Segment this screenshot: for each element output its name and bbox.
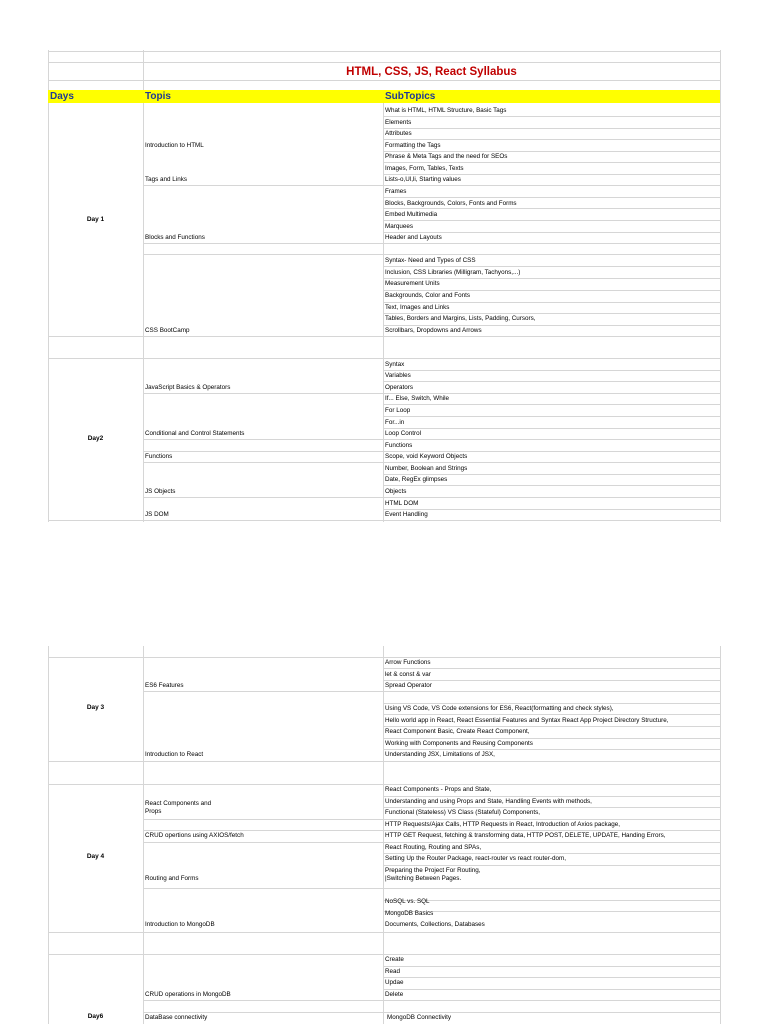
grid-line	[383, 381, 720, 382]
subtopic-item: Operators	[385, 384, 413, 391]
grid-line	[383, 668, 720, 669]
subtopic-item: Event Handling	[385, 511, 428, 518]
grid-line	[383, 749, 720, 750]
subtopic-item: Inclusion, CSS Libraries (Milligram, Tachyons,...)	[385, 269, 521, 276]
subtopic-item: Marquees	[385, 223, 414, 230]
subtopic-item: Attributes	[385, 130, 412, 137]
grid-line	[48, 62, 720, 63]
grid-line	[383, 900, 720, 901]
grid-line	[48, 51, 720, 52]
day-label: Day2	[87, 435, 104, 442]
grid-line	[48, 932, 720, 933]
grid-line	[143, 497, 720, 498]
grid-line	[143, 393, 720, 394]
subtopic-item: NoSQL vs. SQL	[385, 898, 430, 905]
subtopic-item: Scope, void Keyword Objects	[385, 453, 468, 460]
grid-line	[383, 865, 720, 866]
subtopic-item: Working with Components and Reusing Components	[385, 740, 533, 747]
subtopic-item: Loop Control	[385, 430, 422, 437]
topic-item: CSS BootCamp	[145, 327, 190, 334]
grid-line	[143, 439, 720, 440]
subtopic-item: Hello world app in React, React Essential Features and Syntax React App Project Directory Structure,	[385, 717, 669, 724]
subtopic-item: Blocks, Backgrounds, Colors, Fonts and Forms	[385, 200, 517, 207]
subtopic-item: Objects	[385, 488, 407, 495]
subtopic-item: Number, Boolean and Strings	[385, 465, 468, 472]
subtopics-header: SubTopics	[385, 91, 436, 102]
grid-line	[143, 691, 720, 692]
topic-item: Routing and Forms	[145, 875, 199, 882]
subtopic-item: Syntax	[385, 361, 405, 368]
grid-line	[383, 139, 720, 140]
subtopic-item: Scrollbars, Dropdowns and Arrows	[385, 327, 482, 334]
grid-line	[48, 50, 49, 522]
topic-item: Introduction to HTML	[145, 142, 204, 149]
subtopic-item: Preparing the Project For Routing,	[385, 867, 481, 874]
subtopic-item: Images, Form, Tables, Texts	[385, 165, 464, 172]
grid-line	[143, 243, 720, 244]
topic-item: Introduction to MongoDB	[145, 921, 215, 928]
grid-line	[143, 1000, 720, 1001]
subtopic-item: HTML DOM	[385, 500, 419, 507]
topic-item: Tags and Links	[145, 176, 188, 183]
topics-header: Topis	[145, 91, 171, 102]
grid-line	[383, 796, 720, 797]
grid-line	[383, 911, 720, 912]
topic-item: JS Objects	[145, 488, 176, 495]
grid-line	[143, 646, 144, 1024]
topic-item: Props	[145, 808, 162, 815]
subtopic-item: React Routing, Routing and SPAs,	[385, 844, 482, 851]
subtopic-item: Read	[385, 968, 401, 975]
grid-line	[48, 761, 720, 762]
grid-line	[383, 174, 720, 175]
topic-item: Blocks and Functions	[145, 234, 205, 241]
grid-line	[143, 888, 720, 889]
subtopic-item: Setting Up the Router Package, react-router vs react router-dom,	[385, 855, 566, 862]
subtopic-item: HTTP GET Request, fetching & transforming data, HTTP POST, DELETE, UPDATE, Handing Errors,	[385, 832, 666, 839]
grid-line	[383, 416, 720, 417]
subtopic-item: Understanding and using Props and State, Handling Events with methods,	[385, 798, 592, 805]
grid-line	[383, 989, 720, 990]
topic-item: JS DOM	[145, 511, 169, 518]
grid-line	[48, 784, 720, 785]
subtopic-item: Create	[385, 956, 404, 963]
day-label: Day 3	[86, 704, 105, 711]
grid-line	[383, 290, 720, 291]
grid-line	[383, 703, 720, 704]
subtopic-item: Updae	[385, 979, 404, 986]
grid-line	[383, 90, 384, 522]
grid-line	[383, 853, 720, 854]
subtopic-item: Tables, Borders and Margins, Lists, Padding, Cursors,	[385, 315, 536, 322]
subtopic-item: What is HTML, HTML Structure, Basic Tags	[385, 107, 507, 114]
topic-item: React Components and	[145, 800, 212, 807]
grid-line	[383, 966, 720, 967]
subtopic-item: Understanding JSX, Limitations of JSX,	[385, 751, 495, 758]
subtopic-item: Spread Operator	[385, 682, 432, 689]
subtopic-item: If... Else, Switch, While	[385, 395, 450, 402]
subtopic-item: Lists-o,Ul,li, Starting values	[385, 176, 461, 183]
subtopic-item: MongoDB Connectivity	[387, 1014, 452, 1021]
grid-line	[383, 128, 720, 129]
grid-line	[383, 404, 720, 405]
days-header: Days	[50, 91, 74, 102]
topic-item: Conditional and Control Statements	[145, 430, 245, 437]
topic-item: Functions	[145, 453, 173, 460]
subtopic-item: Phrase & Meta Tags and the need for SEOs	[385, 153, 508, 160]
grid-line	[143, 185, 720, 186]
subtopic-item: Documents, Collections, Databases	[385, 921, 485, 928]
grid-line	[383, 197, 720, 198]
subtopic-item: Date, RegEx glimpses	[385, 476, 448, 483]
syllabus-sheet-bottom	[48, 646, 720, 1024]
subtopic-item: Syntax- Need and Types of CSS	[385, 257, 476, 264]
grid-line	[48, 657, 720, 658]
grid-line	[383, 509, 720, 510]
grid-line	[383, 220, 720, 221]
day-label: Day6	[87, 1013, 104, 1020]
subtopic-item: Elements	[385, 119, 412, 126]
subtopic-item: React Component Basic, Create React Component,	[385, 728, 530, 735]
subtopic-item: MongoDB Basics	[385, 910, 434, 917]
subtopic-item: Backgrounds, Color and Fonts	[385, 292, 471, 299]
topic-item: JavaScript Basics & Operators	[145, 384, 231, 391]
subtopic-item: For Loop	[385, 407, 411, 414]
subtopic-item: Variables	[385, 372, 411, 379]
grid-line	[383, 714, 720, 715]
subtopic-item: Header and Layouts	[385, 234, 442, 241]
grid-line	[383, 325, 720, 326]
grid-line	[383, 266, 720, 267]
grid-line	[143, 819, 720, 820]
topic-item: DataBase connectivity	[145, 1014, 208, 1021]
grid-line	[143, 451, 720, 452]
grid-line	[383, 302, 720, 303]
day-label: Day 4	[86, 853, 105, 860]
grid-line	[383, 680, 720, 681]
grid-line	[48, 954, 720, 955]
grid-line	[383, 370, 720, 371]
grid-line	[383, 313, 720, 314]
grid-line	[383, 726, 720, 727]
grid-line	[383, 151, 720, 152]
subtopic-item: Text, Images and Links	[385, 304, 450, 311]
grid-line	[143, 254, 720, 255]
grid-line	[720, 646, 721, 1024]
subtopic-item: Delete	[385, 991, 404, 998]
grid-line	[48, 358, 720, 359]
subtopic-item: Functions	[385, 442, 413, 449]
subtopic-item: Frames	[385, 188, 407, 195]
grid-line	[48, 336, 720, 337]
grid-line	[383, 162, 720, 163]
grid-line	[383, 977, 720, 978]
page-title: HTML, CSS, JS, React Syllabus	[346, 66, 517, 78]
subtopic-item: let & const & var	[385, 671, 431, 678]
grid-line	[383, 485, 720, 486]
subtopic-item: Embed Multimedia	[385, 211, 438, 218]
topic-item: ES6 Features	[145, 682, 184, 689]
grid-line	[383, 738, 720, 739]
grid-line	[143, 462, 720, 463]
grid-line	[383, 428, 720, 429]
syllabus-sheet-top	[48, 50, 720, 522]
subtopic-item: HTTP Requests/Ajax Calls, HTTP Requests in React, Introduction of Axios package,	[385, 821, 620, 828]
grid-line	[383, 807, 720, 808]
topic-item: CRUD operations in MongoDB	[145, 991, 231, 998]
subtopic-item: For...in	[385, 419, 405, 426]
grid-line	[143, 1012, 720, 1013]
subtopic-item: Using VS Code, VS Code extensions for ES6, React(formatting and check styles),	[385, 705, 614, 712]
subtopic-item: Formatting the Tags	[385, 142, 441, 149]
subtopic-item: Functional (Stateless) VS Class (Stateful) Components,	[385, 809, 541, 816]
subtopic-item: |Switching Between Pages.	[385, 875, 462, 882]
grid-line	[48, 520, 720, 521]
grid-line	[143, 830, 720, 831]
topic-item: Introduction to React	[145, 751, 204, 758]
grid-line	[143, 842, 720, 843]
grid-line	[383, 474, 720, 475]
grid-line	[720, 50, 721, 522]
grid-line	[383, 208, 720, 209]
subtopic-item: React Components - Props and State,	[385, 786, 492, 793]
grid-line	[48, 646, 49, 1024]
grid-line	[383, 116, 720, 117]
subtopic-item: Arrow Functions	[385, 659, 431, 666]
grid-line	[383, 232, 720, 233]
grid-line	[383, 278, 720, 279]
grid-line	[48, 80, 720, 81]
subtopic-item: Measurement Units	[385, 280, 440, 287]
topic-item: CRUD opertions using AXIOS/fetch	[145, 832, 244, 839]
day-label: Day 1	[86, 216, 105, 223]
